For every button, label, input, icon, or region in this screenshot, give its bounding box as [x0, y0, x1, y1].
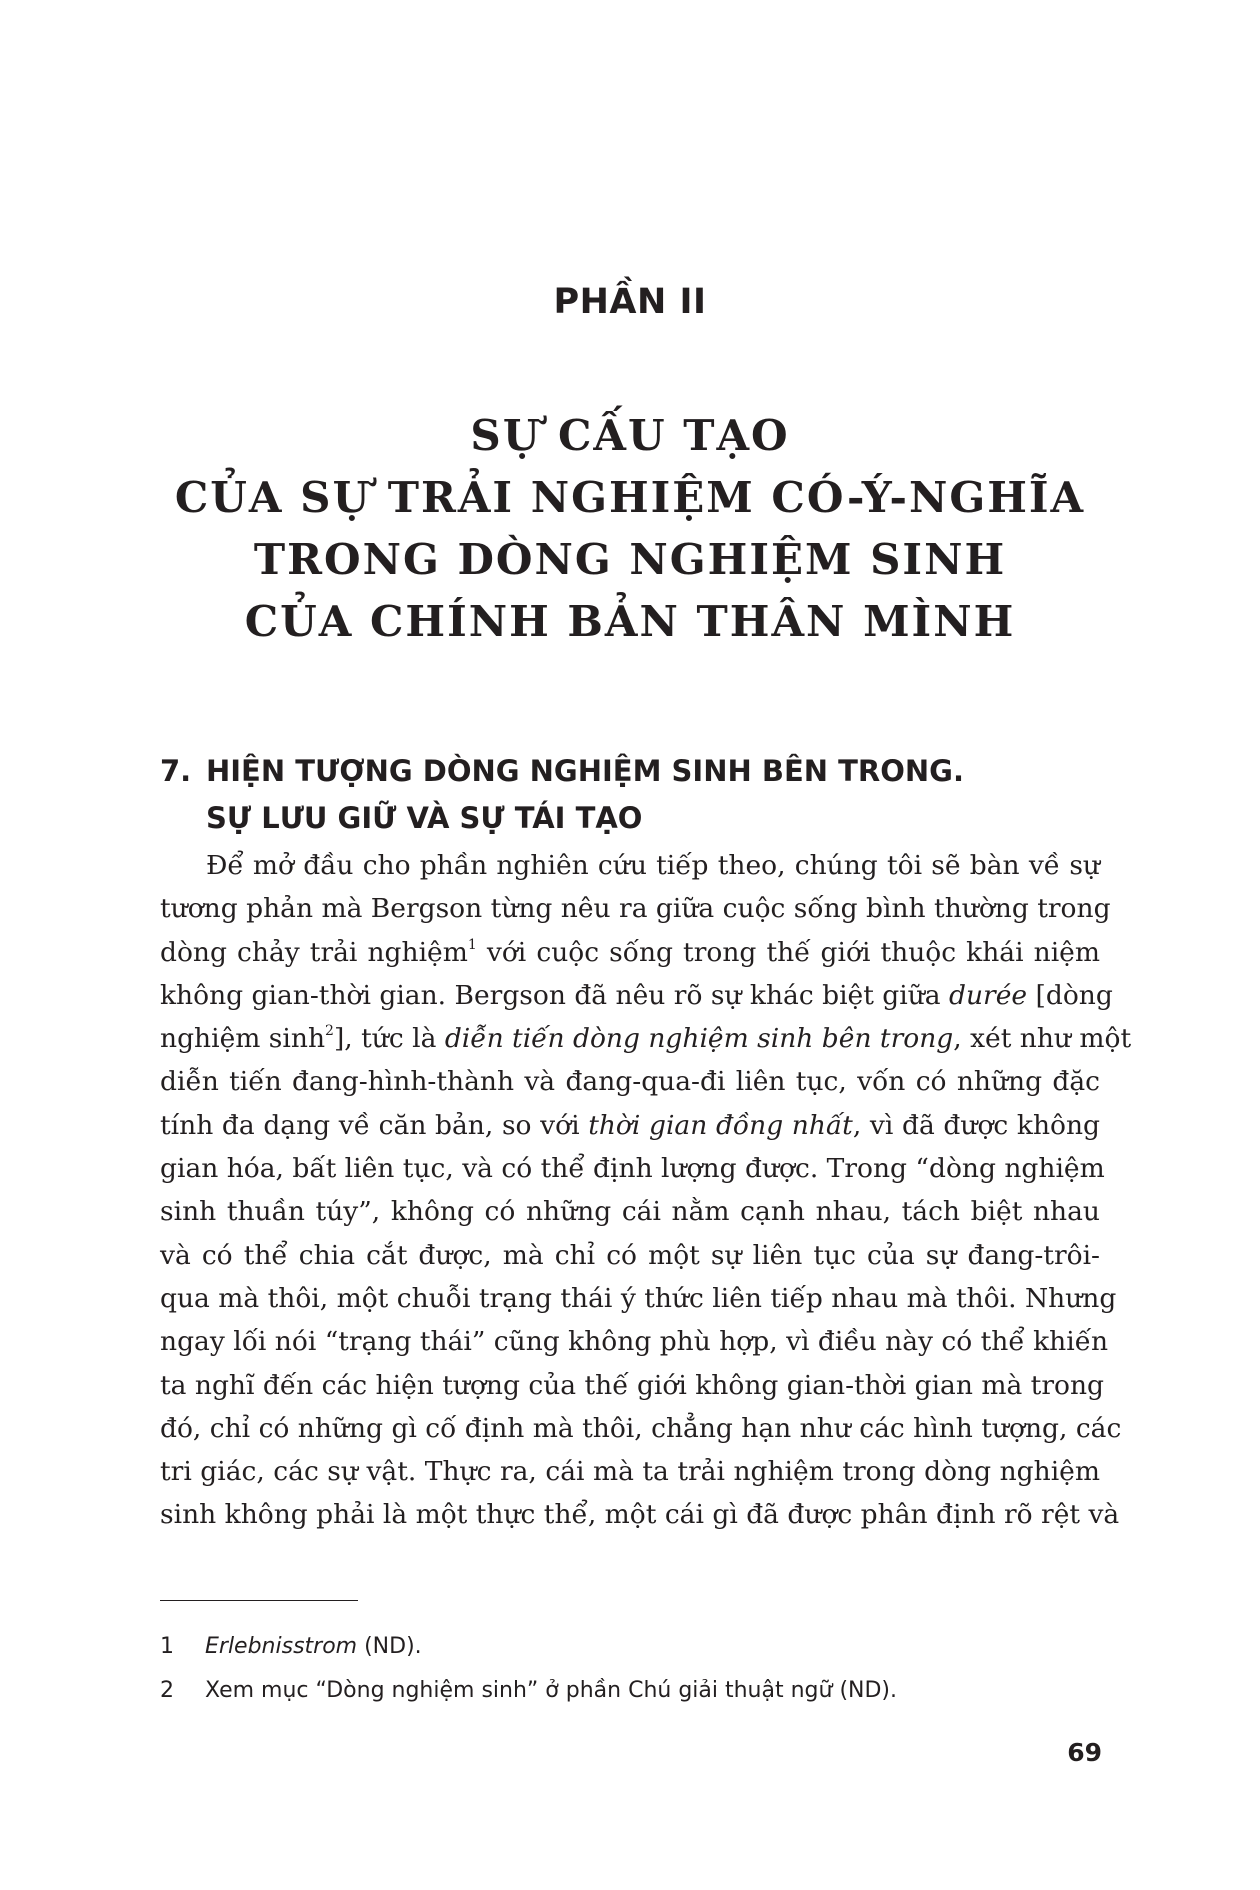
text-line: tính đa dạng về căn bản, so với thời gian đồng nhất, vì đã được không [160, 1109, 1101, 1141]
section-number: 7. [160, 754, 192, 788]
text-line: không gian-thời gian. Bergson đã nêu rõ sự khác biệt giữa durée [dòng [160, 979, 1113, 1011]
text-line: qua mà thôi, một chuỗi trạng thái ý thức liên tiếp nhau mà thôi. Nhưng [160, 1282, 1117, 1314]
italic-term: thời gian đồng nhất [588, 1109, 853, 1141]
text-line: và có thể chia cắt được, mà chỉ có một sự liên tục của sự đang-trôi- [160, 1239, 1100, 1271]
text-line: ta nghĩ đến các hiện tượng của thế giới không gian-thời gian mà trong [160, 1369, 1104, 1401]
body-paragraph [160, 844, 1132, 1537]
section-title-line: SỰ LƯU GIỮ VÀ SỰ TÁI TẠO [206, 801, 643, 835]
footnote-text: Xem mục “Dòng nghiệm sinh” ở phần Chú giải thuật ngữ (ND). [205, 1678, 898, 1703]
text-line: ngay lối nói “trạng thái” cũng không phù hợp, vì điều này có thể khiến [160, 1326, 1109, 1358]
page-number: 69 [1067, 1738, 1102, 1767]
part-title [0, 405, 1260, 653]
text-line: gian hóa, bất liên tục, và có thể định lượng được. Trong “dòng nghiệm [160, 1153, 1105, 1185]
footnote-divider [160, 1600, 358, 1601]
part-title-line: CỦA SỰ TRẢI NGHIỆM CÓ-Ý-NGHĨA [174, 473, 1086, 522]
part-title-line: TRONG DÒNG NGHIỆM SINH [253, 535, 1007, 584]
text-line: Để mở đầu cho phần nghiên cứu tiếp theo, chúng tôi sẽ bàn về sự [206, 850, 1100, 881]
part-title-line: SỰ CẤU TẠO [470, 411, 790, 460]
section-title-line: HIỆN TƯỢNG DÒNG NGHIỆM SINH BÊN TRONG. [206, 754, 964, 788]
text-line: dòng chảy trải nghiệm$^1$ với cuộc sống trong thế giới thuộc khái niệm [160, 936, 1100, 968]
part-title-line: CỦA CHÍNH BẢN THÂN MÌNH [244, 597, 1016, 646]
footnote-ref: 1 [467, 936, 477, 953]
text-line: tri giác, các sự vật. Thực ra, cái mà ta trải nghiệm trong dòng nghiệm [160, 1456, 1100, 1488]
footnote-text: (ND). [357, 1634, 422, 1659]
section-heading [160, 748, 964, 842]
footnote [160, 1625, 897, 1669]
italic-term: diễn tiến dòng nghiệm sinh bên trong [444, 1023, 954, 1055]
part-label: PHẦN II [553, 282, 707, 322]
footnote-italic: Erlebnisstrom [205, 1634, 358, 1659]
footnote-number: 2 [160, 1678, 174, 1703]
footnote-ref: 2 [325, 1023, 334, 1040]
footnotes [160, 1625, 897, 1713]
text-line: diễn tiến đang-hình-thành và đang-qua-đi liên tục, vốn có những đặc [160, 1066, 1100, 1098]
text-line: sinh thuần túy”, không có những cái nằm cạnh nhau, tách biệt nhau [160, 1196, 1100, 1228]
text-line: nghiệm $\sinh^2$], tức là diễn tiến dòng nghiệm sinh bên trong, xét như một [160, 1023, 1132, 1055]
text-line: sinh không phải là một thực thể, một cái gì đã được phân định rõ rệt và [160, 1499, 1120, 1531]
footnote [160, 1669, 897, 1713]
italic-term: durée [949, 979, 1028, 1011]
text-line: đó, chỉ có những gì cố định mà thôi, chẳng hạn như các hình tượng, các [160, 1412, 1122, 1444]
footnote-number: 1 [160, 1634, 174, 1659]
text-line: tương phản mà Bergson từng nêu ra giữa cuộc sống bình thường trong [160, 893, 1111, 925]
